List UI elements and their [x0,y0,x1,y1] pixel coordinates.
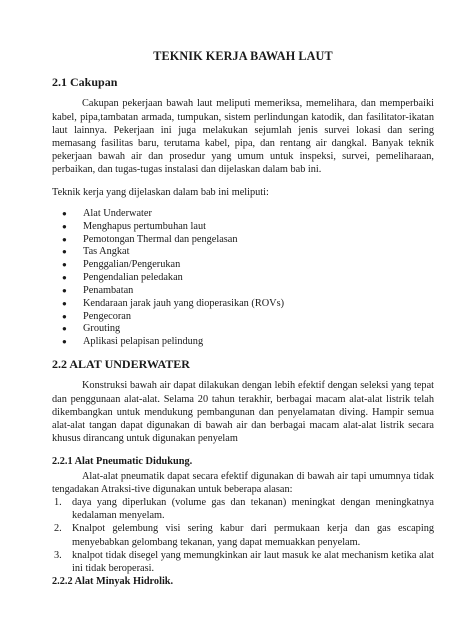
list-item: 3. knalpot tidak disegel yang memungkinkan air laut masuk ke alat mechanism ketika alat ini tidak beroperasi. [54,549,434,574]
subsection-heading-pneumatic: 2.2.1 Alat Pneumatic Didukung. [52,456,193,468]
bullet-icon: ● [62,221,67,231]
subsection-heading-hidrolik: 2.2.2 Alat Minyak Hidrolik. [52,576,174,588]
list-number: 2. [54,523,62,535]
list-item: 2. Knalpot gelembung visi sering kabur dari permukaan kerja dan gas escaping menyebabkan gelombang tekanan, yang dapat memuakkan penyelam. [54,523,434,548]
list-number: 3. [54,549,62,561]
list-item: ● Tas Angkat [62,246,130,258]
list-item: ● Pengendalian peledakan [62,272,183,284]
section-heading-cakupan: 2.1 Cakupan [52,75,118,90]
bullet-icon: ● [62,247,67,257]
bullet-icon: ● [62,260,67,270]
list-item: 1. daya yang diperlukan (volume gas dan tekanan) meningkat dengan meningkatnya kedalaman menyelam. [54,496,434,522]
list-item: ● Menghapus pertumbuhan laut [62,220,206,232]
list-item: ● Penambatan [62,284,134,296]
paragraph-alat-underwater: Konstruksi bawah air dapat dilakukan dengan lebih efektif dengan seleksi yang tepat dan penggunaan alat-alat. Selama 20 tahun terakhir, berbagai macam alat-alat listrik telah dikembangkan untuk mendukung pembangunan dan penyelamatan diving. Hampir semua alat-alat tangan dapat digunakan di bawah air dan berbagai macam alat-alat listrik secara khusus dirancang untuk digunakan penyelam [52,380,434,445]
list-item: ● Kendaraan jarak jauh yang dioperasikan (ROVs) [62,297,285,309]
section-heading-alat-underwater: 2.2 ALAT UNDERWATER [52,357,190,372]
bullet-icon: ● [62,298,67,308]
bullet-icon: ● [62,208,67,218]
bullet-icon: ● [62,324,67,334]
paragraph-cakupan: Cakupan pekerjaan bawah laut meliputi memeriksa, memelihara, dan memperbaiki kabel, pipa,tambatan armada, tumpukan, sistem perlindungan katodik, dan fasilitator-ikatan laut lainnya. Pekerjaan ini juga melakukan sejumlah jenis survei lokasi dan sering memasang fasilitas baru, terutama kabel, pipa, dan rentang air dangkal. Banyak teknik pekerjaan bawah air dan prosedur yang umum untuk inspeksi, survei, pemeliharaan, perbaikan, dan tugas-tugas instalasi dan dijelaskan dalam bab ini. [52,98,434,176]
bullet-icon: ● [62,273,67,283]
bullet-icon: ● [62,234,67,244]
list-item: ● Pemotongan Thermal dan pengelasan [62,233,238,245]
document-title: TEKNIK KERJA BAWAH LAUT [153,49,333,63]
list-item: ● Alat Underwater [62,207,152,219]
bullet-icon: ● [62,311,67,321]
paragraph-pneumatic: Alat-alat pneumatik dapat secara efektif digunakan di bawah air tapi umumnya tidak tengadakan Atraksi-tive digunakan untuk beberapa alasan: [52,470,434,495]
paragraph-list-intro: Teknik kerja yang dijelaskan dalam bab ini meliputi: [52,186,269,198]
bullet-icon: ● [62,285,67,295]
list-item: ● Penggalian/Pengerukan [62,259,181,271]
list-item: ● Grouting [62,323,121,335]
list-number: 1. [54,496,62,508]
technique-list [52,208,434,349]
list-item: ● Aplikasi pelapisan pelindung [62,336,204,348]
list-item: ● Pengecoran [62,310,132,322]
bullet-icon: ● [62,337,67,347]
pneumatic-reasons-list [52,496,434,575]
